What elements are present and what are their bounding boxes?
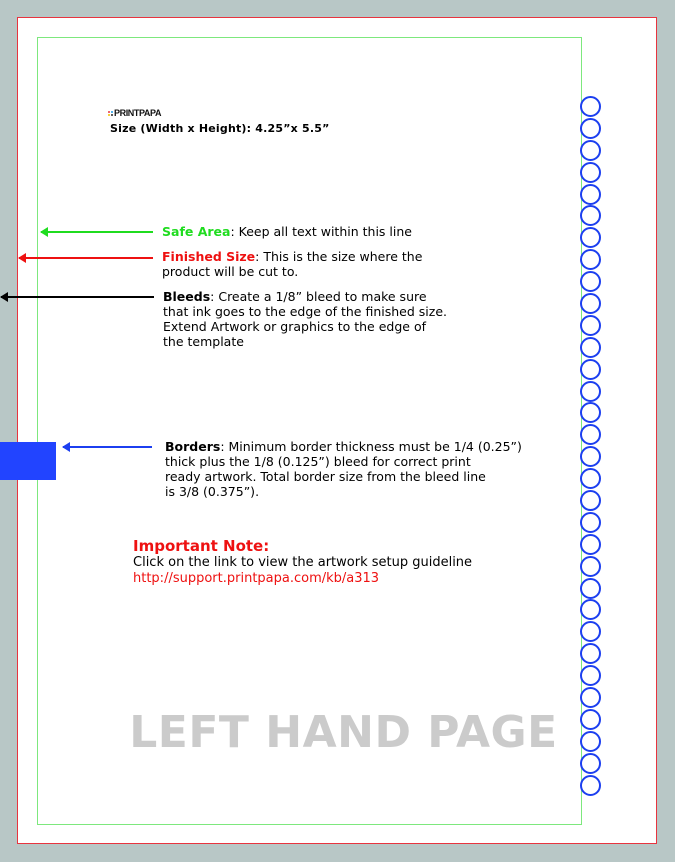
safe-area-text: : Keep all text within this line bbox=[230, 224, 412, 239]
binding-hole-icon bbox=[580, 402, 601, 423]
safe-area-note bbox=[162, 224, 412, 239]
important-note bbox=[133, 537, 472, 587]
binding-hole-icon bbox=[580, 315, 601, 336]
binding-hole-icon bbox=[580, 775, 601, 796]
binding-hole-icon bbox=[580, 227, 601, 248]
binding-hole-icon bbox=[580, 621, 601, 642]
bleeds-label: Bleeds bbox=[163, 289, 211, 304]
bleeds-text-3: Extend Artwork or graphics to the edge of bbox=[163, 319, 426, 334]
finished-size-text-1: : This is the size where the bbox=[255, 249, 423, 264]
safe-area-arrow-icon bbox=[41, 231, 153, 233]
borders-text-2: thick plus the 1/8 (0.125”) bleed for correct print bbox=[165, 454, 471, 469]
guideline-link[interactable]: http://support.printpapa.com/kb/a313 bbox=[133, 571, 380, 586]
borders-text-1: : Minimum border thickness must be 1/4 (0.25”) bbox=[220, 439, 522, 454]
binding-holes bbox=[580, 96, 602, 797]
binding-hole-icon bbox=[580, 381, 601, 402]
important-note-text: Click on the link to view the artwork setup guideline bbox=[133, 555, 473, 570]
bleeds-note bbox=[163, 289, 447, 349]
bleeds-text-4: the template bbox=[163, 334, 244, 349]
binding-hole-icon bbox=[580, 468, 601, 489]
binding-hole-icon bbox=[580, 512, 601, 533]
template-size-label: Size (Width x Height): 4.25”x 5.5” bbox=[110, 122, 330, 135]
borders-note bbox=[165, 439, 522, 499]
finished-size-text-2: product will be cut to. bbox=[162, 264, 299, 279]
binding-hole-icon bbox=[580, 665, 601, 686]
binding-hole-icon bbox=[580, 359, 601, 380]
borders-label: Borders bbox=[165, 439, 221, 454]
bleeds-text-1: : Create a 1/8” bleed to make sure bbox=[210, 289, 427, 304]
binding-hole-icon bbox=[580, 184, 601, 205]
bleeds-text-2: that ink goes to the edge of the finished size. bbox=[163, 304, 447, 319]
binding-hole-icon bbox=[580, 424, 601, 445]
finished-size-arrow-icon bbox=[19, 257, 153, 259]
safe-area-label: Safe Area bbox=[162, 224, 231, 239]
binding-hole-icon bbox=[580, 271, 601, 292]
finished-size-note bbox=[162, 249, 422, 279]
printpapa-logo bbox=[108, 108, 161, 118]
binding-hole-icon bbox=[580, 446, 601, 467]
binding-hole-icon bbox=[580, 162, 601, 183]
binding-hole-icon bbox=[580, 205, 601, 226]
borders-text-4: is 3/8 (0.375”). bbox=[165, 484, 260, 499]
binding-hole-icon bbox=[580, 140, 601, 161]
logo-dots-icon bbox=[108, 111, 113, 117]
binding-hole-icon bbox=[580, 556, 601, 577]
binding-hole-icon bbox=[580, 578, 601, 599]
borders-arrow-icon bbox=[63, 446, 152, 448]
binding-hole-icon bbox=[580, 599, 601, 620]
binding-hole-icon bbox=[580, 96, 601, 117]
binding-hole-icon bbox=[580, 490, 601, 511]
bleeds-arrow-icon bbox=[1, 296, 154, 298]
finished-size-label: Finished Size bbox=[162, 249, 256, 264]
binding-hole-icon bbox=[580, 293, 601, 314]
binding-hole-icon bbox=[580, 534, 601, 555]
important-note-title: Important Note: bbox=[133, 537, 270, 555]
binding-hole-icon bbox=[580, 249, 601, 270]
binding-hole-icon bbox=[580, 687, 601, 708]
borders-text-3: ready artwork. Total border size from the bleed line bbox=[165, 469, 486, 484]
logo-text: PRINTPAPA bbox=[114, 108, 162, 118]
binding-hole-icon bbox=[580, 643, 601, 664]
border-thickness-sample bbox=[0, 442, 56, 480]
left-hand-page-watermark: LEFT HAND PAGE bbox=[129, 707, 558, 758]
binding-hole-icon bbox=[580, 118, 601, 139]
binding-hole-icon bbox=[580, 337, 601, 358]
